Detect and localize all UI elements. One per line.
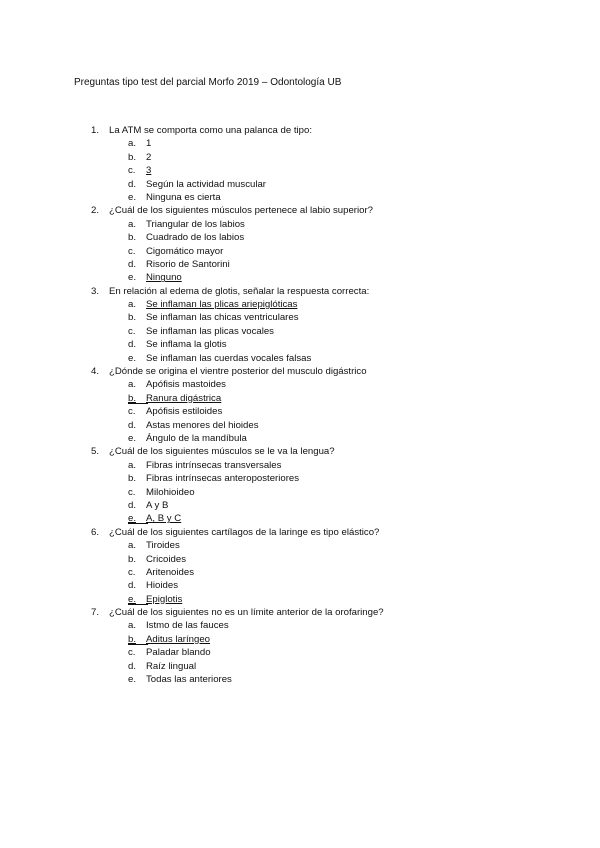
answer-option [0,619,600,632]
question-text: En relación al edema de glotis, señalar la respuesta correcta: [109,285,370,297]
option-letter: d. [128,499,137,511]
option-letter: c. [128,566,136,578]
answer-option [0,486,600,499]
question-row [0,204,600,217]
option-letter: a. [128,540,137,552]
option-text: Ninguna es cierta [146,191,221,203]
option-letter: b. [128,151,137,163]
question-4 [0,365,600,445]
option-letter: a. [128,218,137,230]
option-text: Cigomático mayor [146,245,224,257]
answer-option [0,660,600,673]
answer-option [0,646,600,659]
question-text: ¿Cuál de los siguientes músculos pertenece al labio superior? [109,205,373,217]
answer-option [0,164,600,177]
answer-option [0,472,600,485]
answer-option [0,352,600,365]
option-letter: b. [128,232,137,244]
option-letter: c. [128,245,136,257]
option-text: Apófisis mastoides [146,379,226,391]
option-letter: b. [128,473,137,485]
option-letter: c. [128,647,136,659]
question-5 [0,445,600,525]
option-text: Se inflaman las plicas vocales [146,325,274,337]
option-letter: a. [128,138,137,150]
option-text: Risorio de Santorini [146,258,230,270]
option-text: Todas las anteriores [146,674,232,686]
option-text: Ranura digástrica [146,392,222,404]
answer-option [0,459,600,472]
answer-option [0,311,600,324]
option-letter: e. [128,272,137,284]
answer-option [0,539,600,552]
option-text: Cuadrado de los labios [146,232,245,244]
option-text: Se inflaman las plicas ariepiglóticas [146,299,298,311]
option-letter: d. [128,660,137,672]
option-text: A y B [146,499,169,511]
option-text: Epiglotis [146,593,183,605]
option-letter: d. [128,419,137,431]
answer-option [0,338,600,351]
option-letter: a. [128,459,137,471]
document-title: Preguntas tipo test del parcial Morfo 2019 – Odontología UB [74,77,342,88]
option-text: Astas menores del hioides [146,419,259,431]
option-letter: b. [128,312,137,324]
answer-option [0,245,600,258]
answer-option [0,258,600,271]
answer-option [0,593,600,606]
question-2 [0,204,600,284]
option-text: Hioides [146,580,178,592]
option-letter: c. [128,486,136,498]
answer-option [0,392,600,405]
question-7 [0,606,600,686]
answer-option [0,271,600,284]
option-letter: d. [128,178,137,190]
option-letter: a. [128,620,137,632]
option-text: Fibras intrínsecas anteroposteriores [146,473,300,485]
option-text: Fibras intrínsecas transversales [146,459,282,471]
option-text: Aritenoides [146,566,194,578]
question-text: La ATM se comporta como una palanca de tipo: [109,125,313,136]
option-text: 3 [146,165,152,177]
option-letter: c. [128,406,136,418]
answer-option [0,137,600,150]
option-letter: e. [128,191,137,203]
question-text: ¿Cuál de los siguientes no es un límite anterior de la orofaringe? [109,607,384,619]
question-row [0,606,600,619]
option-text: Aditus laríngeo [146,633,210,645]
option-text: 2 [146,151,152,163]
answer-option [0,432,600,445]
option-text: Triangular de los labios [146,218,245,230]
question-number: 7. [91,607,100,619]
question-6 [0,526,600,606]
question-3 [0,285,600,365]
question-text: ¿Cuál de los siguientes cartílagos de la laringe es tipo elástico? [109,526,380,538]
option-text: Apófisis estiloides [146,406,223,418]
answer-option [0,298,600,311]
question-number: 6. [91,526,100,538]
option-text: Según la actividad muscular [146,178,266,190]
question-number: 2. [91,205,100,217]
question-1 [0,124,600,204]
question-text: ¿Dónde se origina el vientre posterior del musculo digástrico [109,366,367,378]
question-list [0,124,600,686]
answer-option [0,673,600,686]
question-number: 1. [91,125,100,136]
option-text: A, B y C [146,513,182,525]
option-letter: c. [128,165,136,177]
answer-option [0,579,600,592]
answer-option [0,178,600,191]
option-text: Se inflaman las chicas ventriculares [146,312,299,324]
option-text: Se inflaman las cuerdas vocales falsas [146,352,312,364]
option-letter: d. [128,339,137,351]
option-letter: a. [128,379,137,391]
answer-option [0,378,600,391]
answer-option [0,151,600,164]
question-row [0,285,600,298]
answer-option [0,218,600,231]
option-letter: d. [128,580,137,592]
option-letter: a. [128,299,137,311]
option-text: Milohioideo [146,486,195,498]
question-number: 4. [91,366,100,378]
option-text: Paladar blando [146,647,211,659]
question-number: 5. [91,446,100,458]
answer-option [0,325,600,338]
answer-option [0,512,600,525]
question-text: ¿Cuál de los siguientes músculos se le va la lengua? [109,446,335,458]
option-letter: b. [128,633,137,645]
answer-option [0,553,600,566]
question-row [0,445,600,458]
answer-option [0,231,600,244]
option-text: Ángulo de la mandíbula [146,432,247,444]
answer-option [0,405,600,418]
option-text: Raíz lingual [146,660,197,672]
question-row [0,365,600,378]
option-letter: c. [128,325,136,337]
question-row [0,526,600,539]
option-text: Istmo de las fauces [146,620,229,632]
answer-option [0,499,600,512]
option-text: Tiroides [146,540,180,552]
option-letter: e. [128,674,137,686]
option-letter: e. [128,513,137,525]
answer-option [0,191,600,204]
question-number: 3. [91,285,100,297]
option-letter: d. [128,258,137,270]
answer-option [0,419,600,432]
option-letter: e. [128,432,137,444]
option-text: Cricoides [146,553,186,565]
option-text: 1 [146,138,152,150]
option-letter: e. [128,352,137,364]
option-text: Ninguno [146,272,182,284]
option-letter: b. [128,553,137,565]
answer-option [0,566,600,579]
answer-option [0,633,600,646]
option-text: Se inflama la glotis [146,339,227,351]
question-row [0,124,600,137]
option-letter: e. [128,593,137,605]
option-letter: b. [128,392,137,404]
